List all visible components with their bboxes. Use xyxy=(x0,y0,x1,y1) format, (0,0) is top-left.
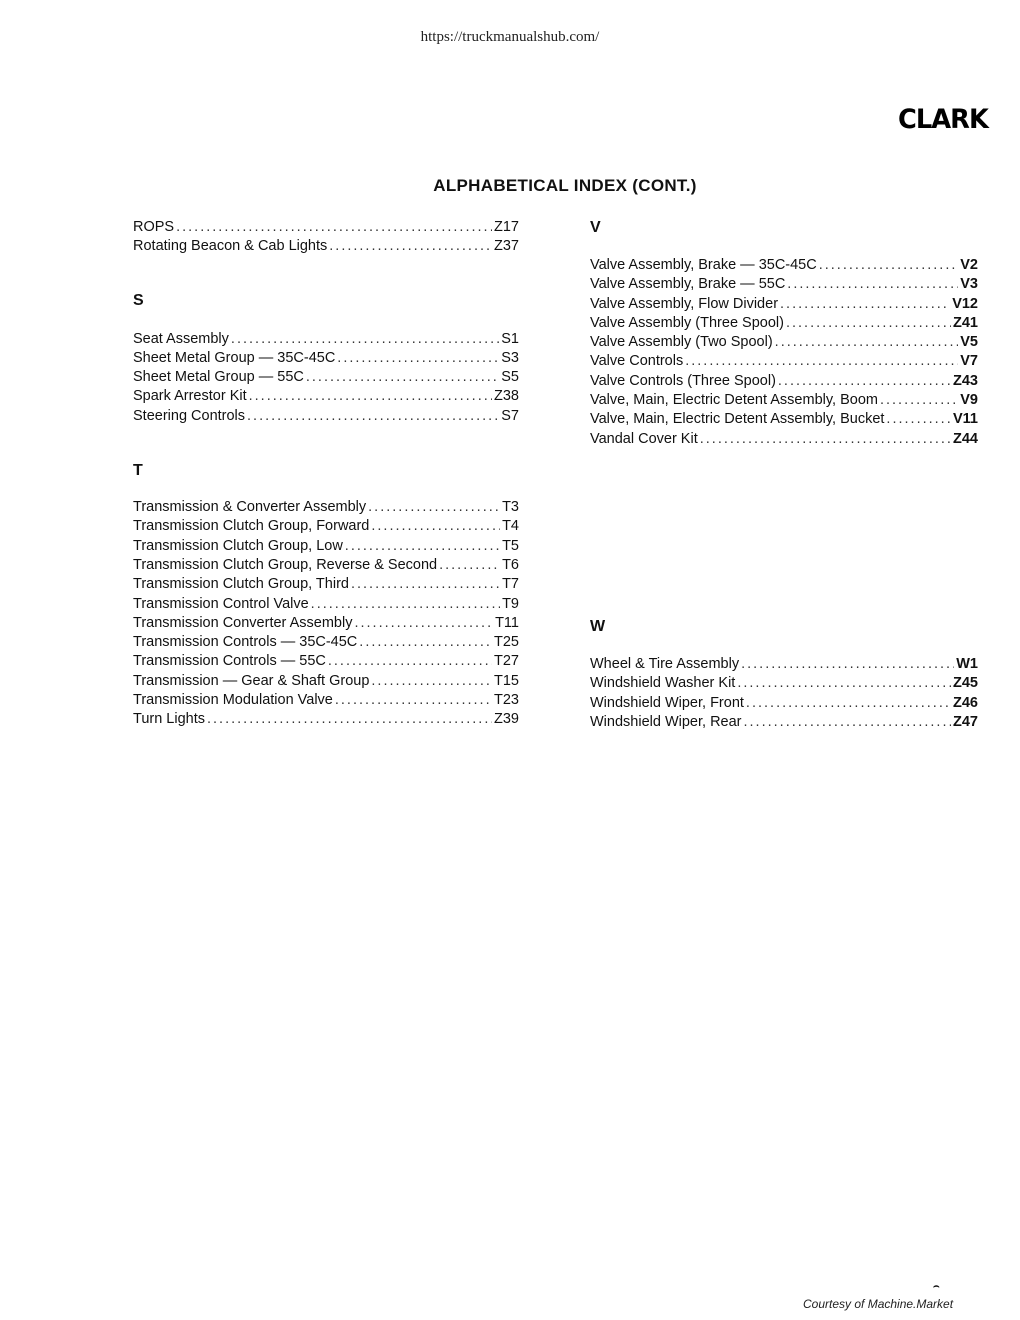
index-entry xyxy=(133,710,519,729)
entry-name: Valve Controls xyxy=(590,353,684,370)
index-group-r xyxy=(133,218,519,257)
index-entry xyxy=(590,694,978,713)
index-entry xyxy=(133,368,519,387)
index-entry xyxy=(133,691,519,710)
leader-dots xyxy=(311,595,500,614)
section-letter-t: T xyxy=(133,462,143,480)
entry-page: T11 xyxy=(495,614,519,631)
entry-name: Windshield Wiper, Rear xyxy=(590,713,742,730)
leader-dots xyxy=(700,430,951,449)
entry-page: V3 xyxy=(960,276,978,293)
entry-name: Transmission Controls — 35C-45C xyxy=(133,634,358,651)
entry-name: Transmission Clutch Group, Low xyxy=(133,537,343,554)
leader-dots xyxy=(354,614,493,633)
entry-name: Sheet Metal Group — 35C-45C xyxy=(133,349,336,366)
index-entry xyxy=(133,652,519,671)
entry-page: V7 xyxy=(960,353,978,370)
leader-dots xyxy=(685,352,958,371)
leader-dots xyxy=(741,655,954,674)
entry-name: Transmission Clutch Group, Reverse & Second xyxy=(133,556,438,573)
leader-dots xyxy=(819,256,959,275)
entry-page: T15 xyxy=(494,672,519,689)
entry-name: Wheel & Tire Assembly xyxy=(590,655,740,672)
entry-page: Z38 xyxy=(494,388,519,405)
entry-page: V5 xyxy=(960,334,978,351)
entry-name: Valve Assembly, Brake — 55C xyxy=(590,276,786,293)
index-entry xyxy=(590,314,978,333)
leader-dots xyxy=(231,330,499,349)
entry-name: Valve Assembly, Flow Divider xyxy=(590,295,779,312)
clark-logo: CLARK xyxy=(898,104,988,135)
index-entry xyxy=(133,614,519,633)
entry-page: V9 xyxy=(960,392,978,409)
index-entry xyxy=(133,537,519,556)
entry-page: V12 xyxy=(952,295,978,312)
leader-dots xyxy=(780,295,950,314)
entry-page: T9 xyxy=(502,595,519,612)
leader-dots xyxy=(439,556,500,575)
index-entry xyxy=(590,352,978,371)
leader-dots xyxy=(337,349,499,368)
leader-dots xyxy=(880,391,958,410)
entry-page: T3 xyxy=(502,499,519,516)
index-entry xyxy=(590,391,978,410)
index-column-right xyxy=(590,218,978,732)
entry-page: Z17 xyxy=(494,219,519,235)
index-entry xyxy=(133,349,519,368)
index-entry xyxy=(590,295,978,314)
leader-dots xyxy=(328,652,492,671)
leader-dots xyxy=(786,314,951,333)
entry-name: Seat Assembly xyxy=(133,330,229,347)
entry-name: Transmission Clutch Group, Third xyxy=(133,576,349,593)
leader-dots xyxy=(746,694,951,713)
entry-page: Z43 xyxy=(953,372,978,389)
section-letter-s: S xyxy=(133,291,144,309)
entry-page: Z37 xyxy=(494,238,519,255)
leader-dots xyxy=(371,672,492,691)
index-group-s xyxy=(133,330,519,426)
entry-name: Windshield Wiper, Front xyxy=(590,694,744,711)
entry-page: V11 xyxy=(953,411,978,428)
leader-dots xyxy=(176,218,492,237)
index-entry xyxy=(133,387,519,406)
entry-name: Valve Assembly, Brake — 35C-45C xyxy=(590,257,817,273)
index-entry xyxy=(590,655,978,674)
leader-dots xyxy=(345,537,500,556)
leader-dots xyxy=(306,368,499,387)
index-entry xyxy=(590,713,978,732)
entry-page: S7 xyxy=(501,407,519,424)
entry-page: Z39 xyxy=(494,711,519,728)
leader-dots xyxy=(249,387,492,406)
leader-dots xyxy=(207,710,492,729)
leader-dots xyxy=(359,633,492,652)
index-group-t xyxy=(133,498,519,730)
entry-name: Valve Assembly (Three Spool) xyxy=(590,314,784,331)
entry-page: Z44 xyxy=(953,430,978,447)
index-entry xyxy=(590,674,978,693)
entry-page: T5 xyxy=(502,537,519,554)
entry-name: Transmission Clutch Group, Forward xyxy=(133,518,370,535)
entry-name: Transmission Control Valve xyxy=(133,595,309,612)
index-entry xyxy=(133,672,519,691)
index-entry xyxy=(133,218,519,237)
section-letter-w: W xyxy=(590,617,606,635)
entry-name: Sheet Metal Group — 55C xyxy=(133,369,304,386)
index-group-w xyxy=(590,655,978,732)
index-entry xyxy=(133,517,519,536)
entry-page: W1 xyxy=(956,655,978,672)
entry-page: T27 xyxy=(494,653,519,670)
index-column-left xyxy=(133,218,519,730)
entry-name: Transmission Controls — 55C xyxy=(133,653,326,670)
entry-name: ROPS xyxy=(133,219,175,235)
entry-name: Steering Controls xyxy=(133,407,246,424)
index-entry xyxy=(133,556,519,575)
entry-page: Z45 xyxy=(953,675,978,692)
index-entry xyxy=(590,256,978,275)
entry-name: Valve Controls (Three Spool) xyxy=(590,372,776,389)
leader-dots xyxy=(368,498,500,517)
entry-name: Valve, Main, Electric Detent Assembly, Boom xyxy=(590,392,878,409)
index-entry xyxy=(133,633,519,652)
entry-page: T7 xyxy=(502,576,519,593)
entry-page: T6 xyxy=(502,556,519,573)
entry-page: T25 xyxy=(494,634,519,651)
leader-dots xyxy=(247,407,499,426)
entry-name: Vandal Cover Kit xyxy=(590,430,698,447)
entry-page: V2 xyxy=(960,257,978,273)
index-entry xyxy=(133,575,519,594)
source-url: https://truckmanualshub.com/ xyxy=(420,29,600,45)
leader-dots xyxy=(886,410,951,429)
entry-page: Z47 xyxy=(953,713,978,730)
entry-name: Turn Lights xyxy=(133,711,205,728)
entry-name: Transmission Modulation Valve xyxy=(133,692,333,709)
leader-dots xyxy=(371,517,500,536)
entry-name: Valve, Main, Electric Detent Assembly, Bucket xyxy=(590,411,885,428)
entry-name: Valve Assembly (Two Spool) xyxy=(590,334,773,351)
entry-page: S1 xyxy=(501,330,519,347)
page-mark: ⌢ xyxy=(933,1281,940,1292)
index-entry xyxy=(133,237,519,256)
leader-dots xyxy=(744,713,952,732)
entry-page: Z46 xyxy=(953,694,978,711)
leader-dots xyxy=(351,575,500,594)
leader-dots xyxy=(787,275,958,294)
entry-name: Transmission — Gear & Shaft Group xyxy=(133,672,370,689)
index-entry xyxy=(590,333,978,352)
entry-name: Rotating Beacon & Cab Lights xyxy=(133,238,328,255)
page-title: ALPHABETICAL INDEX (CONT.) xyxy=(433,176,697,195)
leader-dots xyxy=(335,691,492,710)
entry-page: T4 xyxy=(502,518,519,535)
section-letter-v: V xyxy=(590,219,601,236)
index-entry xyxy=(590,275,978,294)
index-entry xyxy=(133,498,519,517)
index-entry xyxy=(133,595,519,614)
entry-name: Transmission & Converter Assembly xyxy=(133,499,367,516)
entry-page: T23 xyxy=(494,692,519,709)
index-entry xyxy=(590,372,978,391)
entry-name: Windshield Washer Kit xyxy=(590,675,736,692)
leader-dots xyxy=(329,237,492,256)
leader-dots xyxy=(778,372,951,391)
entry-name: Spark Arrestor Kit xyxy=(133,388,247,405)
index-entry xyxy=(590,430,978,449)
entry-name: Transmission Converter Assembly xyxy=(133,614,353,631)
entry-page: Z41 xyxy=(953,314,978,331)
index-group-v xyxy=(590,256,978,449)
leader-dots xyxy=(775,333,959,352)
index-entry xyxy=(133,407,519,426)
index-entry xyxy=(590,410,978,429)
entry-page: S5 xyxy=(501,369,519,386)
index-entry xyxy=(133,330,519,349)
courtesy-footer: Courtesy of Machine.Market xyxy=(803,1297,954,1311)
entry-page: S3 xyxy=(501,349,519,366)
leader-dots xyxy=(737,674,951,693)
